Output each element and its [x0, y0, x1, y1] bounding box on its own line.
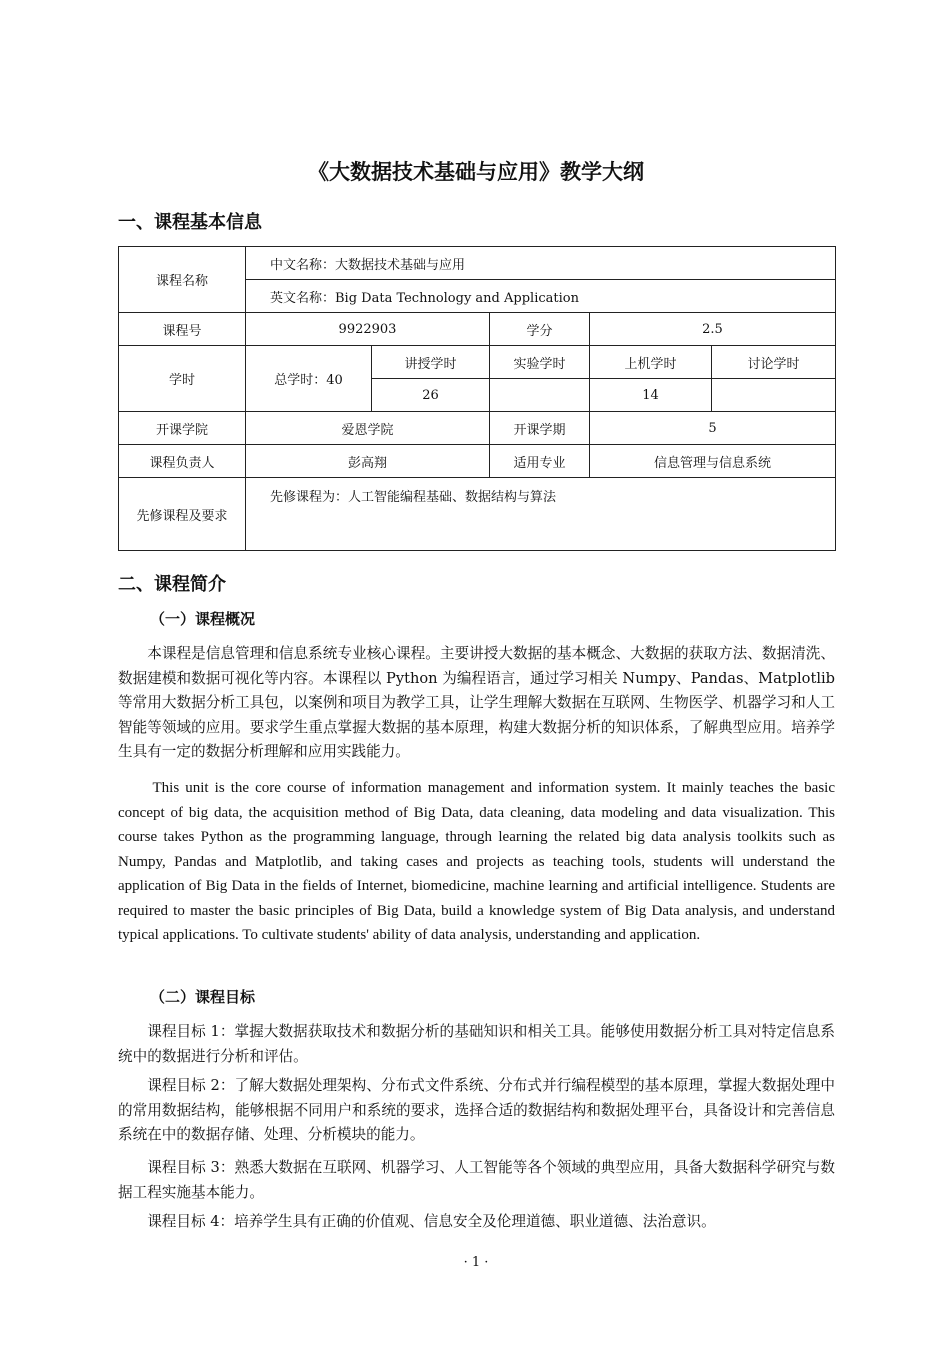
discussion-hours: [712, 379, 836, 412]
total-hours: 总学时：40: [246, 346, 372, 412]
goal-2: 课程目标 2：了解大数据处理架构、分布式文件系统、分布式并行编程模型的基本原理，掌握大数据处理中的常用数据结构，能够根据不同用户和系统的要求，选择合适的数据结构和数据处理平台，具备设计和完善信息系统在中的数据存储、处理、分析模块的能力。: [118, 1077, 835, 1143]
course-no: 9922903: [246, 313, 490, 346]
goal-1: 课程目标 1：掌握大数据获取技术和数据分析的基础知识和相关工具。能够使用数据分析工具对特定信息系统中的数据进行分析和评估。: [118, 1023, 835, 1065]
section2-heading: 二、课程简介: [118, 574, 226, 595]
credit-value: 2.5: [590, 313, 836, 346]
course-no-label: 课程号: [119, 313, 246, 346]
lab-hours-label: 实验学时: [490, 346, 590, 379]
overview-chinese: 本课程是信息管理和信息系统专业核心课程。主要讲授大数据的基本概念、大数据的获取方法、数据清洗、数据建模和数据可视化等内容。本课程以 Python 为编程语言，通过学习相关 Numpy、Pandas、Matplotlib 等常用大数据分析工具包，以案例和项目为教学工具，让学生理解大数据在互联网、生物医学、机器学习和人工智能等领域的应用。要求学生重点掌握大数据的基本原理，构建大数据分析的知识体系，了解典型应用。培养学生具有一定的数据分析理解和应用实践能力。: [118, 645, 835, 760]
semester-value: 5: [590, 412, 836, 445]
major-label: 适用专业: [490, 445, 590, 478]
lecture-hours-label: 讲授学时: [372, 346, 490, 379]
course-cn-name: 中文名称：大数据技术基础与应用: [246, 247, 836, 280]
course-en-name: 英文名称：Big Data Technology and Application: [246, 280, 836, 313]
page-number: · 1 ·: [463, 1255, 489, 1270]
prereq-label: 先修课程及要求: [119, 478, 246, 551]
lecture-hours: 26: [372, 379, 490, 412]
overview-heading: （一）课程概况: [150, 610, 256, 628]
leader-value: 彭高翔: [246, 445, 490, 478]
computer-hours-label: 上机学时: [590, 346, 712, 379]
prereq-value: 先修课程为：人工智能编程基础、数据结构与算法: [246, 478, 836, 551]
document-title: 《大数据技术基础与应用》教学大纲: [308, 160, 644, 184]
semester-label: 开课学期: [490, 412, 590, 445]
goal-4: 课程目标 4：培养学生具有正确的价值观、信息安全及伦理道德、职业道德、法治意识。: [147, 1213, 716, 1230]
section1-heading: 一、课程基本信息: [118, 212, 262, 233]
college-value: 爱恩学院: [246, 412, 490, 445]
goal-3: 课程目标 3：熟悉大数据在互联网、机器学习、人工智能等各个领域的典型应用，具备大数据科学研究与数据工程实施基本能力。: [118, 1159, 835, 1201]
discussion-hours-label: 讨论学时: [712, 346, 836, 379]
computer-hours: 14: [590, 379, 712, 412]
course-info-table: [118, 246, 836, 551]
leader-label: 课程负责人: [119, 445, 246, 478]
overview-english: This unit is the core course of information management and information system. It mainly teaches the basic concept of big data, the acquisition method of Big Data, data cleaning, data modeling and data visualization. This course takes Python as the programming language, through learning the related big data analysis toolkits such as Numpy, Pandas and Matplotlib, and taking cases and projects as teaching tools, students will understand the application of Big Data in the fields of Internet, biomedicine, machine learning and artificial intelligence. Students are required to master the basic principles of Big Data, build a knowledge system of Big Data analysis, and understand typical applications. To cultivate students' ability of data analysis, understanding and application.: [118, 780, 835, 943]
college-label: 开课学院: [119, 412, 246, 445]
lab-hours: [490, 379, 590, 412]
credit-label: 学分: [490, 313, 590, 346]
hours-label: 学时: [119, 346, 246, 412]
major-value: 信息管理与信息系统: [590, 445, 836, 478]
course-name-label: 课程名称: [119, 247, 246, 313]
goals-heading: （二）课程目标: [150, 988, 256, 1006]
